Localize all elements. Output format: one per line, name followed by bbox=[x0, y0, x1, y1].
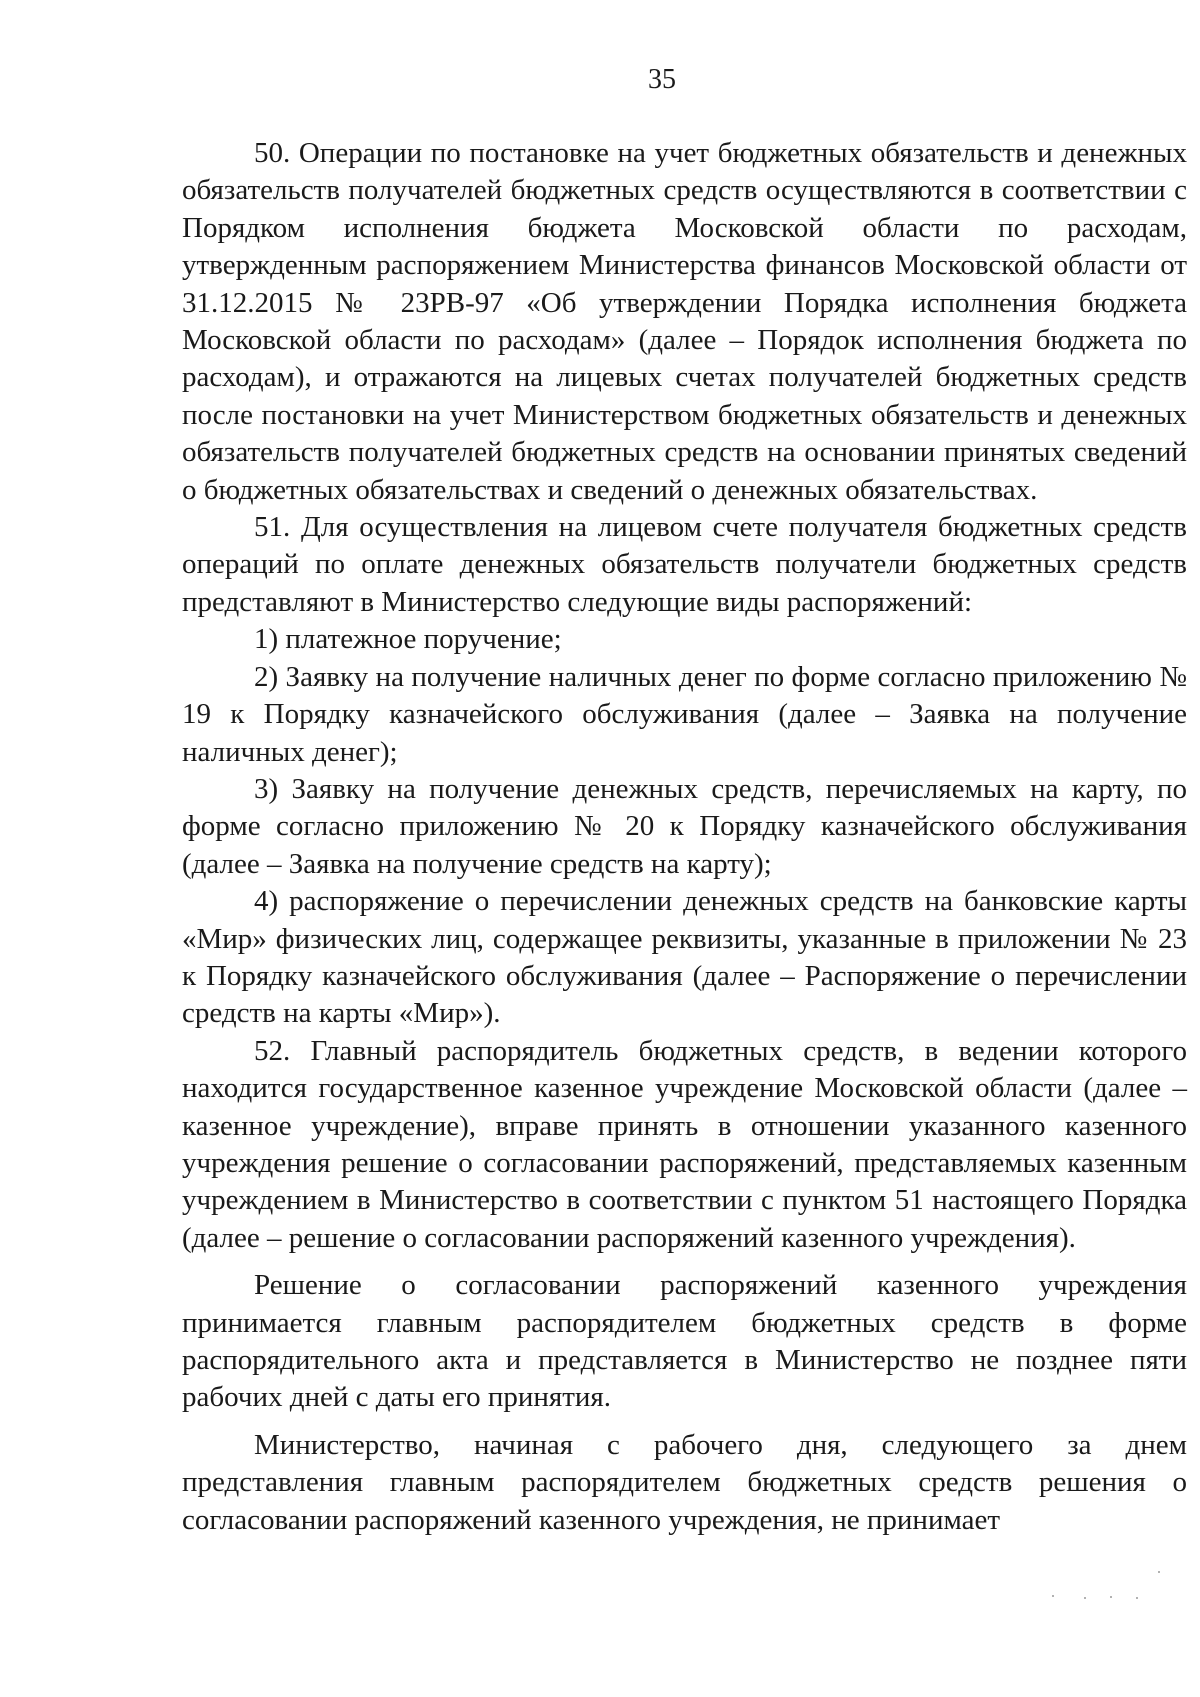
list-item-4: 4) распоряжение о перечислении денежных средств на банковские карты «Мир» физических лиц, содержащее реквизиты, указанные в приложении № 23 к Порядку казначейского обслуживания (далее – Распоряжение о перечислении средств на карты «Мир»). bbox=[182, 885, 1187, 1030]
page-number: 35 bbox=[648, 64, 676, 95]
list-item-1: 1) платежное поручение; bbox=[254, 623, 562, 656]
paragraph-decision: Решение о согласовании распоряжений казенного учреждения принимается главным распорядителем бюджетных средств в форме распорядительного акта и представляется в Министерство не позднее пяти рабочих дней с даты его принятия. bbox=[182, 1269, 1187, 1414]
paragraph-50: 50. Операции по постановке на учет бюджетных обязательств и денежных обязательств получателей бюджетных средств осуществляются в соответствии с Порядком исполнения бюджета Московской области по расходам, утвержденным распоряжением Министерства финансов Московской области от 31.12.2015 № 23РВ-97 «Об утверждении Порядка исполнения бюджета Московской области по расходам» (далее – Порядок исполнения бюджета по расходам), и отражаются на лицевых счетах получателей бюджетных средств после постановки на учет Министерством бюджетных обязательств и денежных обязательств получателей бюджетных средств на основании принятых сведений о бюджетных обязательствах и сведений о денежных обязательствах. bbox=[182, 137, 1187, 506]
paragraph-ministry: Министерство, начиная с рабочего дня, следующего за днем представления главным распорядителем бюджетных средств решения о согласовании распоряжений казенного учреждения, не принимает bbox=[182, 1428, 1187, 1536]
paragraph-52: 52. Главный распорядитель бюджетных средств, в ведении которого находится государственное казенное учреждение Московской области (далее – казенное учреждение), вправе принять в отношении указанного казенного учреждения решение о согласовании распоряжений, представляемых казенным учреждением в Министерство в соответствии с пунктом 51 настоящего Порядка (далее – решение о согласовании распоряжений казенного учреждения). bbox=[182, 1034, 1187, 1254]
scan-specks bbox=[1040, 1567, 1180, 1607]
list-item-3: 3) Заявку на получение денежных средств, перечисляемых на карту, по форме согласно приложению № 20 к Порядку казначейского обслуживания (далее – Заявка на получение средств на карту); bbox=[182, 772, 1187, 880]
document-body bbox=[182, 135, 1187, 1539]
list-item-2: 2) Заявку на получение наличных денег по форме согласно приложению № 19 к Порядку казначейского обслуживания (далее – Заявка на получение наличных денег); bbox=[182, 660, 1187, 768]
paragraph-51: 51. Для осуществления на лицевом счете получателя бюджетных средств операций по оплате денежных обязательств получатели бюджетных средств представляют в Министерство следующие виды распоряжений: bbox=[182, 511, 1187, 618]
